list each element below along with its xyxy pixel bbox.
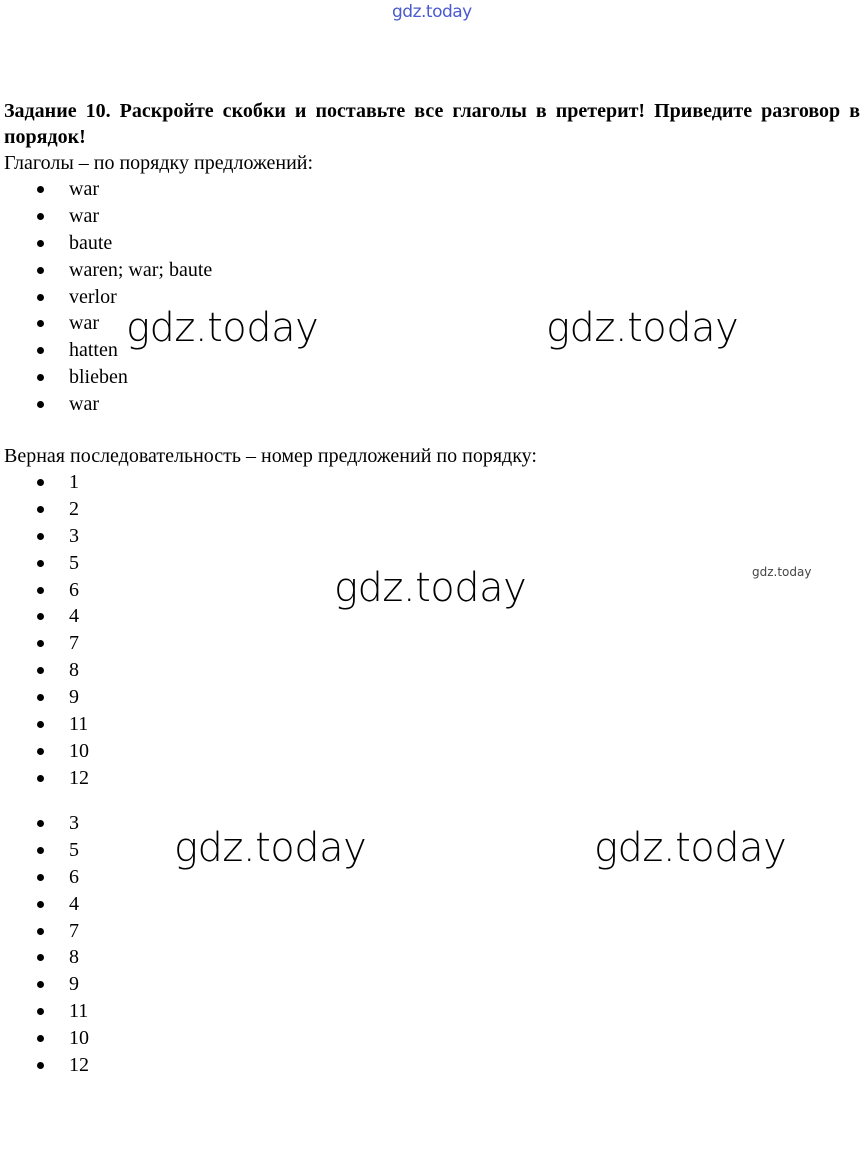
list-item: 8 bbox=[0, 944, 89, 971]
top-watermark: gdz.today bbox=[392, 2, 472, 22]
list-item: 4 bbox=[0, 603, 89, 630]
watermark: gdz.today bbox=[126, 305, 319, 351]
list-item: 12 bbox=[0, 1052, 89, 1079]
list-item: 7 bbox=[0, 630, 89, 657]
watermark: gdz.today bbox=[546, 305, 739, 351]
watermark: gdz.today bbox=[594, 825, 787, 871]
list-item: 3 bbox=[0, 523, 89, 550]
watermark-small: gdz.today bbox=[752, 565, 812, 579]
list-item: 8 bbox=[0, 657, 89, 684]
list-item: war bbox=[0, 203, 212, 230]
verbs-label: Глаголы – по порядку предложений: bbox=[4, 152, 314, 174]
list-item: verlor bbox=[0, 284, 212, 311]
list-item: 10 bbox=[0, 738, 89, 765]
sequence-repeat-list bbox=[0, 810, 89, 1079]
task-heading: Задание 10. Раскройте скобки и поставьте все глаголы в претерит! Приведите разговор в порядок! bbox=[4, 100, 860, 148]
list-item: 4 bbox=[0, 891, 89, 918]
list-item: blieben bbox=[0, 364, 212, 391]
list-item: 5 bbox=[0, 837, 89, 864]
list-item: 9 bbox=[0, 971, 89, 998]
list-item: 6 bbox=[0, 577, 89, 604]
verbs-list bbox=[0, 176, 212, 418]
list-item: hatten bbox=[0, 337, 212, 364]
watermark: gdz.today bbox=[334, 565, 527, 611]
list-item: waren; war; baute bbox=[0, 257, 212, 284]
list-item: 5 bbox=[0, 550, 89, 577]
list-item: war bbox=[0, 391, 212, 418]
list-item: baute bbox=[0, 230, 212, 257]
watermark: gdz.today bbox=[174, 825, 367, 871]
list-item: 3 bbox=[0, 810, 89, 837]
list-item: 2 bbox=[0, 496, 89, 523]
list-item: 10 bbox=[0, 1025, 89, 1052]
sequence-list bbox=[0, 469, 89, 792]
list-item: 7 bbox=[0, 918, 89, 945]
list-item: 1 bbox=[0, 469, 89, 496]
list-item: war bbox=[0, 176, 212, 203]
list-item: 9 bbox=[0, 684, 89, 711]
list-item: 11 bbox=[0, 998, 89, 1025]
list-item: 6 bbox=[0, 864, 89, 891]
list-item: 11 bbox=[0, 711, 89, 738]
list-item: 12 bbox=[0, 765, 89, 792]
sequence-label: Верная последовательность – номер предложений по порядку: bbox=[4, 445, 537, 467]
list-item: war bbox=[0, 310, 212, 337]
